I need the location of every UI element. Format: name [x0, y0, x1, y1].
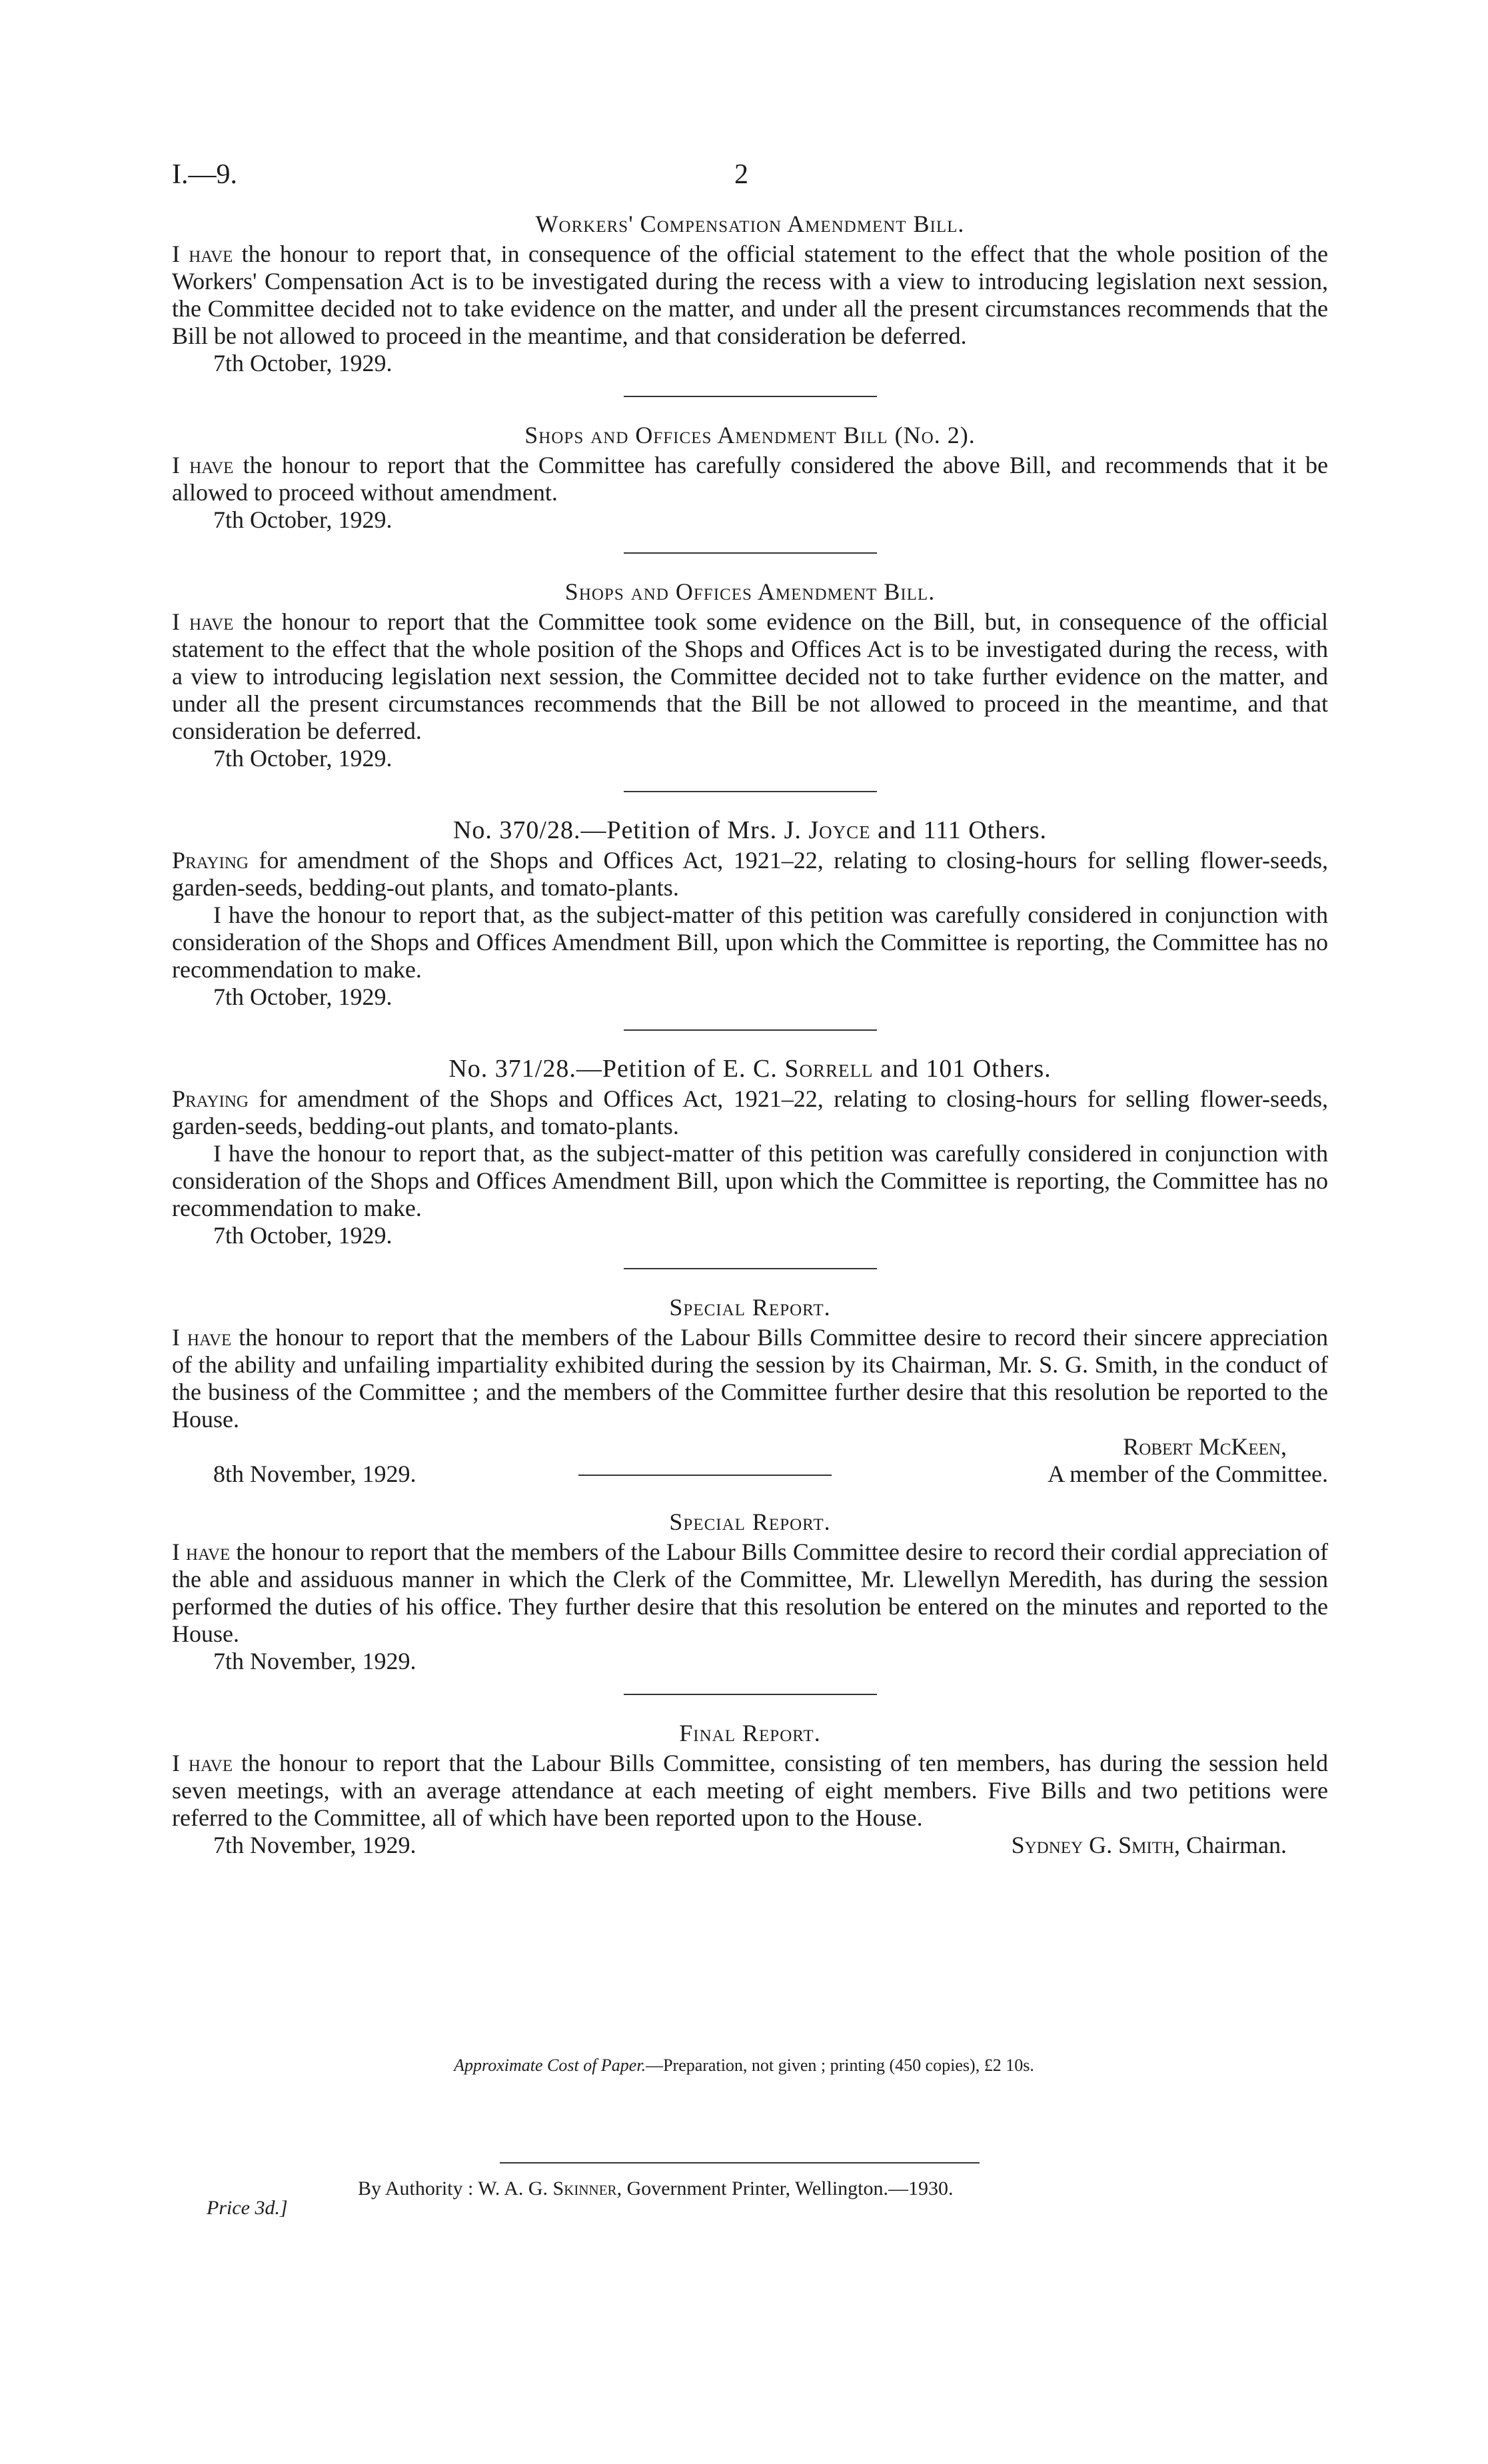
- printer-name: Skinner: [552, 2177, 617, 2199]
- divider-rule: [624, 1694, 877, 1695]
- title-suffix: and 101 Others.: [873, 1055, 1052, 1083]
- paragraph-text: the honour to report that the Committee took some evidence on the Bill, but, in consequence of the official statement to the effect that the whole position of the Shops and Offices Act is to be investigated during the recess, with a view to introducing legislation next session, the Committee decided not to take further evidence on the matter, and under all the present circumstances recommends that the Bill be not allowed to proceed in the meantime, and that consideration be deferred.: [172, 608, 1328, 744]
- paragraph-text: the honour to report that the members of the Labour Bills Committee desire to record their cordial appreciation of the able and assiduous manner in which the Clerk of the Committee, Mr. Llewellyn Meredith, has during the session performed the duties of his office. They further desire that this resolution be entered on the minutes and reported to the House.: [172, 1539, 1328, 1647]
- paragraph-text: the honour to report that, in consequence of the official statement to the effect that the whole position of the Workers' Compensation Act is to be investigated during the recess with a view to introducing legislation next session, the Committee decided not to take evidence on the matter, and under all the present circumstances recommends that the Bill be not allowed to proceed in the meantime, and that consideration be deferred.: [172, 241, 1328, 349]
- section-paragraph: [172, 847, 1328, 902]
- chairman-signature: [1012, 1832, 1287, 1859]
- section-petition-371: [172, 1055, 1328, 1249]
- lead-words: Praying: [172, 847, 249, 874]
- section-title: Special Report.: [669, 1509, 831, 1535]
- cost-label: Approximate Cost of Paper.: [454, 2056, 646, 2075]
- lead-words: I have: [172, 1539, 231, 1565]
- price-label: Price 3d.]: [207, 2197, 288, 2219]
- signer-role: A member of the Committee.: [1048, 1461, 1328, 1487]
- section-date: 7th November, 1929.: [213, 1832, 416, 1858]
- paragraph-text: the honour to report that the Labour Bills Committee, consisting of ten members, has during the session held seven meetings, with an average attendance at each meeting of eight members. Five Bills and two petitions were referred to the Committee, all of which have been reported upon to the House.: [172, 1750, 1329, 1831]
- paragraph-text: the honour to report that the Committee has carefully considered the above Bill, and recommends that it be allowed to proceed without amendment.: [172, 452, 1329, 506]
- divider-rule: [624, 791, 877, 792]
- section-paragraph: [172, 241, 1328, 350]
- title-prefix: No. 371/28.—Petition of E. C.: [448, 1055, 785, 1083]
- paragraph-text: for amendment of the Shops and Offices Act, 1921–22, relating to closing-hours for selling flower-seeds, garden-seeds, bedding-out plants, and tomato-plants.: [172, 847, 1328, 901]
- section-paragraph: [172, 1324, 1328, 1433]
- report-paragraph: I have the honour to report that, as the subject-matter of this petition was carefully considered in conjunction with consideration of the Shops and Offices Amendment Bill, upon which the Committee is reporting, the Committee has no recommendation to make.: [172, 902, 1328, 983]
- authority-suffix: , Government Printer, Wellington.—1930.: [616, 2177, 954, 2199]
- signer-name: Robert McKeen,: [1123, 1433, 1287, 1460]
- report-paragraph: I have the honour to report that, as the subject-matter of this petition was carefully considered in conjunction with consideration of the Shops and Offices Amendment Bill, upon which the Committee is reporting, the Committee has no recommendation to make.: [172, 1140, 1328, 1221]
- section-shops-offices-no2: [172, 421, 1328, 534]
- section-date: 8th November, 1929.: [213, 1461, 416, 1487]
- cost-text: —Preparation, not given ; printing (450 copies), £2 10s.: [646, 2056, 1034, 2075]
- petitioner-name: Sorrell: [784, 1055, 874, 1083]
- section-title: [172, 816, 1328, 844]
- lead-words: I have: [172, 1324, 232, 1351]
- page-number: 2: [734, 159, 748, 190]
- section-shops-offices: [172, 578, 1328, 772]
- cost-note: [0, 2056, 1488, 2076]
- section-date: 7th October, 1929.: [213, 350, 392, 376]
- lead-words: I have: [172, 608, 234, 635]
- title-prefix: No. 370/28.—Petition of Mrs. J.: [452, 816, 809, 844]
- section-petition-370: [172, 816, 1328, 1011]
- chairman-title: , Chairman.: [1174, 1832, 1287, 1858]
- lead-words: Praying: [172, 1085, 249, 1112]
- section-paragraph: [172, 608, 1328, 745]
- section-special-report-clerk: [172, 1508, 1328, 1675]
- printer-authority: [358, 2177, 954, 2200]
- section-paragraph: [172, 1539, 1328, 1648]
- report-body: [172, 210, 1328, 1859]
- section-title: Workers' Compensation Amendment Bill.: [535, 211, 965, 237]
- section-paragraph: [172, 452, 1328, 506]
- section-date: 7th November, 1929.: [213, 1648, 416, 1674]
- section-date: 7th October, 1929.: [213, 1222, 392, 1249]
- divider-rule: [500, 2162, 980, 2163]
- divider-rule: [578, 1475, 832, 1476]
- divider-rule: [624, 1029, 877, 1031]
- section-title: Special Report.: [669, 1294, 831, 1321]
- signature-block: [172, 1433, 1328, 1488]
- section-title: Shops and Offices Amendment Bill (No. 2).: [524, 422, 976, 448]
- lead-words: I have: [172, 1750, 233, 1776]
- section-title: Shops and Offices Amendment Bill.: [564, 578, 936, 605]
- divider-rule: [624, 552, 877, 554]
- chairman-name: Sydney G. Smith: [1011, 1832, 1175, 1858]
- divider-rule: [624, 396, 877, 397]
- title-suffix: and 111 Others.: [870, 816, 1048, 844]
- section-final-report: [172, 1719, 1328, 1859]
- section-date: 7th October, 1929.: [213, 506, 392, 533]
- final-signature-row: [172, 1832, 1328, 1859]
- section-paragraph: [172, 1750, 1328, 1832]
- lead-words: I have: [172, 241, 233, 267]
- section-workers-compensation: [172, 210, 1328, 377]
- petitioner-name: Joyce: [808, 816, 871, 844]
- document-reference: I.—9.: [172, 159, 237, 190]
- paragraph-text: for amendment of the Shops and Offices Act, 1921–22, relating to closing-hours for selling flower-seeds, garden-seeds, bedding-out plants, and tomato-plants.: [172, 1085, 1328, 1139]
- section-date: 7th October, 1929.: [213, 983, 392, 1010]
- section-special-report-chairman: [172, 1293, 1328, 1488]
- section-title: Final Report.: [679, 1720, 821, 1746]
- lead-words: I have: [172, 452, 234, 478]
- divider-rule: [624, 1268, 877, 1269]
- section-date: 7th October, 1929.: [213, 745, 392, 772]
- section-paragraph: [172, 1085, 1328, 1140]
- paragraph-text: the honour to report that the members of the Labour Bills Committee desire to record their sincere appreciation of the ability and unfailing impartiality exhibited during the session by its Chairman, Mr. S. G. Smith, in the conduct of the business of the Committee ; and the members of the Committee further desire that this resolution be reported to the House.: [172, 1324, 1328, 1433]
- section-title: [172, 1055, 1328, 1083]
- authority-prefix: By Authority : W. A. G.: [358, 2177, 553, 2199]
